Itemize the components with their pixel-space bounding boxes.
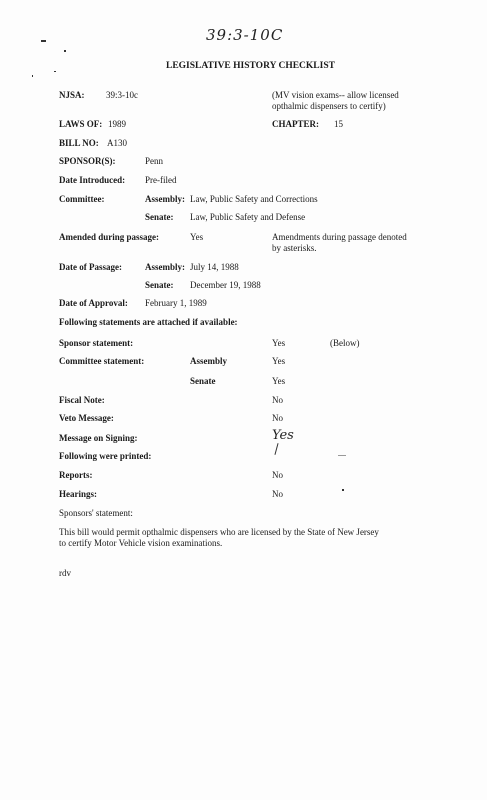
scan-speck bbox=[54, 71, 56, 72]
statement-text-line2: to certify Motor Vehicle vision examinations. bbox=[59, 538, 223, 548]
amended-value: Yes bbox=[190, 232, 204, 242]
hearings-label: Hearings: bbox=[59, 489, 97, 499]
chapter-value: 15 bbox=[334, 119, 343, 129]
committee-statement-assembly-value: Yes bbox=[272, 356, 286, 366]
laws-of-value: 1989 bbox=[108, 119, 126, 129]
laws-of-label: LAWS OF: bbox=[59, 119, 103, 129]
committee-assembly-label: Assembly: bbox=[145, 194, 185, 204]
committee-senate-label: Senate: bbox=[145, 212, 174, 222]
passage-assembly-label: Assembly: bbox=[145, 262, 185, 272]
njsa-value: 39:3-10c bbox=[106, 90, 138, 100]
chapter-label: CHAPTER: bbox=[272, 119, 319, 129]
veto-message-value: No bbox=[272, 413, 283, 423]
passage-assembly-value: July 14, 1988 bbox=[190, 262, 239, 272]
scan-speck bbox=[41, 40, 46, 42]
committee-senate-value: Law, Public Safety and Defense bbox=[190, 212, 306, 222]
sponsors-value: Penn bbox=[145, 156, 163, 166]
message-signing-value: Yes bbox=[272, 428, 294, 443]
attached-header: Following statements are attached if available: bbox=[59, 317, 238, 327]
sponsor-statement-value: Yes bbox=[272, 338, 286, 348]
committee-label: Committee: bbox=[59, 194, 105, 204]
fiscal-note-label: Fiscal Note: bbox=[59, 395, 105, 405]
scan-speck bbox=[342, 489, 344, 491]
approval-label: Date of Approval: bbox=[59, 298, 128, 308]
sponsors-statement-label: Sponsors' statement: bbox=[59, 508, 133, 518]
committee-statement-label: Committee statement: bbox=[59, 356, 145, 366]
njsa-desc-line1: (MV vision exams-- allow licensed bbox=[272, 90, 399, 100]
sponsor-statement-label: Sponsor statement: bbox=[59, 338, 134, 348]
amended-label: Amended during passage: bbox=[59, 232, 160, 242]
initials: rdv bbox=[59, 568, 71, 578]
scan-speck bbox=[338, 455, 346, 456]
statement-text-line1: This bill would permit opthalmic dispensers who are licensed by the State of New Jersey bbox=[59, 527, 379, 537]
committee-statement-senate-label: Senate bbox=[190, 376, 216, 386]
scan-speck bbox=[64, 50, 66, 52]
njsa-desc-line2: opthalmic dispensers to certify) bbox=[272, 101, 386, 111]
message-signing-label: Message on Signing: bbox=[59, 433, 138, 443]
reports-value: No bbox=[272, 470, 283, 480]
reports-label: Reports: bbox=[59, 470, 93, 480]
sponsors-label: SPONSOR(S): bbox=[59, 156, 116, 166]
scan-speck bbox=[32, 75, 33, 77]
handwritten-number: 39:3-10C bbox=[206, 26, 284, 44]
passage-senate-value: December 19, 1988 bbox=[190, 280, 261, 290]
bill-no-value: A130 bbox=[107, 138, 127, 148]
printed-header: Following were printed: bbox=[59, 451, 152, 461]
date-introduced-label: Date Introduced: bbox=[59, 175, 126, 185]
approval-value: February 1, 1989 bbox=[145, 298, 207, 308]
date-introduced-value: Pre-filed bbox=[145, 175, 177, 185]
njsa-label: NJSA: bbox=[59, 90, 85, 100]
committee-statement-senate-value: Yes bbox=[272, 376, 286, 386]
amended-note-line2: by asterisks. bbox=[272, 243, 317, 253]
veto-message-label: Veto Message: bbox=[59, 413, 114, 423]
handwritten-stroke bbox=[274, 443, 278, 455]
hearings-value: No bbox=[272, 489, 283, 499]
passage-label: Date of Passage: bbox=[59, 262, 122, 272]
page-title: LEGISLATIVE HISTORY CHECKLIST bbox=[166, 61, 335, 71]
committee-assembly-value: Law, Public Safety and Corrections bbox=[190, 194, 318, 204]
fiscal-note-value: No bbox=[272, 395, 283, 405]
passage-senate-label: Senate: bbox=[145, 280, 174, 290]
bill-no-label: BILL NO: bbox=[59, 138, 99, 148]
committee-statement-assembly-label: Assembly bbox=[190, 356, 228, 366]
amended-note-line1: Amendments during passage denoted bbox=[272, 232, 407, 242]
sponsor-statement-note: (Below) bbox=[330, 338, 360, 348]
